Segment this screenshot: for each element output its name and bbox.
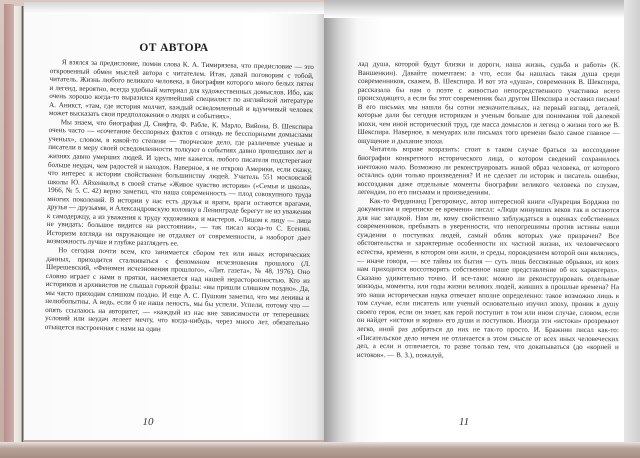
paragraph: лад душа, которой будут близки и дороги, наша жизнь, судьба и работа» (К. Ваншенкин). Давайте помечтаем: а что, если бы нашлась такая душа среди современников, скажем, В. Шекспира. И вот эта «душа», современник В. Шекспира, рассказала бы нам о поэте с живостью непосредственного участника всего происходящего, а если бы этот современник был другом Шекспира и оставил письма! В его письмах мы нашли бы сотни незначительных, на первый взгляд, деталей, которые дали бы сегодня историкам и ученым больше для понимания той далекой эпохи, чем иной исторический труд, где масса домыслов и легенд о жизни того же В. Шекспира. Наверное, в мемуарах или письмах того времени было самое главное — ощущение и дыхание эпохи. xyxy=(357,60,620,146)
paragraph: Читатель вправе возразить: стоит в таком случае браться за воссоздание биографии конкретного исторического лица, о котором сведений сохранилось ничтожно мало. Возможно ли реконструировать живой образ человека, от которого остались одни только произведения? И не сделает ли историк и писатель ошибки, воссоздавая даже отдельные моменты биографии великого человека по слухам, легендам, по его письмам и произведениям. xyxy=(357,145,620,197)
page-number: 11 xyxy=(458,416,470,428)
left-page-body xyxy=(45,58,314,337)
paragraph: Я взялся за предисловие, помня слова К. А. Тимирязева, что предисловие — это откровенный обмен мыслей автора с читателем. Итак, давай поговорим с тобой, читатель. Жизнь любого великого человека, в биографии которого много белых пятен и легенд, вероятно, всегда удобный материал для художественных домыслов. Ибо, как очень хорошо когда-то выразился крупнейший специалист по английской литературе А. Аникст, «там, где история молчит, каждый осведомленный и вдумчивый человек может высказать свои предположения о людях и событиях». xyxy=(48,58,314,121)
left-page xyxy=(24,8,324,440)
paragraph: Как-то Фердинанд Грегоровиус, автор интересной книги «Лукреция Борджиа по документам и переписке ее времени» писал: «Люди минувших веков так и остаются для нас загадкой. Нам ли, кому свойственно заблуждаться в оценках собственных современников, пребывать в уверенности, что непогрешимы против истины наши суждения о поступках людей, самый облик которых уже призрачен? Все обстоятельства и характерные особенности их частной жизни, их человеческого естества, времени, в котором они жили, и среды, порождением которой они являлись, — иначе говоря, — все тайны их бытия — суть лишь бессвязные обрывки, из коих нам приходится воссотворять собственное наше представление об их характерах». Сказано удивительно точно. И все-таки: можно ли реконструировать отдельные эпизоды, моменты, или годы жизни великих людей, живших в прошлые времена? На это наша историческая наука отвечает вполне определенно: такое возможно лишь в том случае, если писатель или ученый основательно изучил эпоху, проник в душу своего героя, если он знает, как герой поступит в том или ином случае, словом, если он найдет «истоки и корни» его души и поступков. Иногда эти «истоки» прозревают легко, иной раз добраться до них не так-то просто. И. Бражнин писал как-то: «Писательское дело ничем не отличается в этом смысле от всех иных человеческих дел, а если и отличается, то разве только тем, что докапываться (до «корней и истоков». — В. З.), пожалуй, xyxy=(356,196,620,359)
page-stack-edge xyxy=(14,6,24,442)
book-bottom-edge xyxy=(0,442,640,458)
paragraph: Но сегодня почти всем, кто занимается сбором тех или иных исторических данных, приходится сталкиваться с феноменом исчезновения прошлого (Л. Шерешевский, «Феномен исчезновения прошлого», «Лит. газета», № 48, 1976). Оно словно играет с нами в прятки, насмехается над нашей нерасторопностью. Кто из историков и архивистов не слышал горькой фразы: «вы пришли слишком поздно». Да, мы часто приходим слишком поздно. И еще А. С. Пушкин заметил, что мы ленивы и нелюбопытны. А ведь, если б не наша леность, мы бы успели. Успели, потому что — опять ссылаюсь на авторитет, — «каждый из нас вне зависимости от теперешних условий или неудач лелеет мечту, что когда-нибудь, через много лет, обязательно отыщется настроенная с нами на один xyxy=(44,246,311,334)
right-page-body xyxy=(357,60,620,360)
top-shadow-right xyxy=(324,0,624,18)
chapter-heading: ОТ АВТОРА xyxy=(139,42,209,54)
book-cover-edge xyxy=(4,4,14,444)
top-shadow-left xyxy=(24,2,324,14)
right-margin-strip xyxy=(624,0,640,458)
page-number: 10 xyxy=(142,416,154,428)
right-page xyxy=(324,12,624,444)
paragraph: Мы знаем, что биография Д. Свифта, Ф. Рабле, К. Марло, Вийона, В. Шекспира очень часто — «сочетание бесспорных фактов с отнюдь не бесспорными домыслами ученых», словом, в какой-то степени — творческое дело, где различные ученые и писатели в меру своей осведомленности толкуют о событиях давно прошедших лет и жизнях давно умерших людей. И здесь, мне кажется, любого писателя подстерегают больше неудач, чем радостей и находок. Наверное, я не открою Америки, если скажу, что интерес к истории свойственен большинству людей. Учитель 551 московской школы Ю. Айхенвальд в своей статье «Живое чувство истории» («Семья и школа», 1966, № 5. С. 42) верно заметил, что наша современность — плод совокупного труда многих поколений. В истории у нас есть друзья и враги, враги остаются врагами, друзья — друзьями, и Александровскую колонну в Ленинграде берегут не из уважения к самодержцу, а из уважения к труду художников и мастеров. «Лицом к лицу — лица не увидать: большое видится на расстоянии», — так писал когда-то С. Есенин. Историзм взгляда на окружающее не отдаляет от современности, а наоборот дает возможность лучше и глубже разглядеть ее. xyxy=(46,118,313,248)
